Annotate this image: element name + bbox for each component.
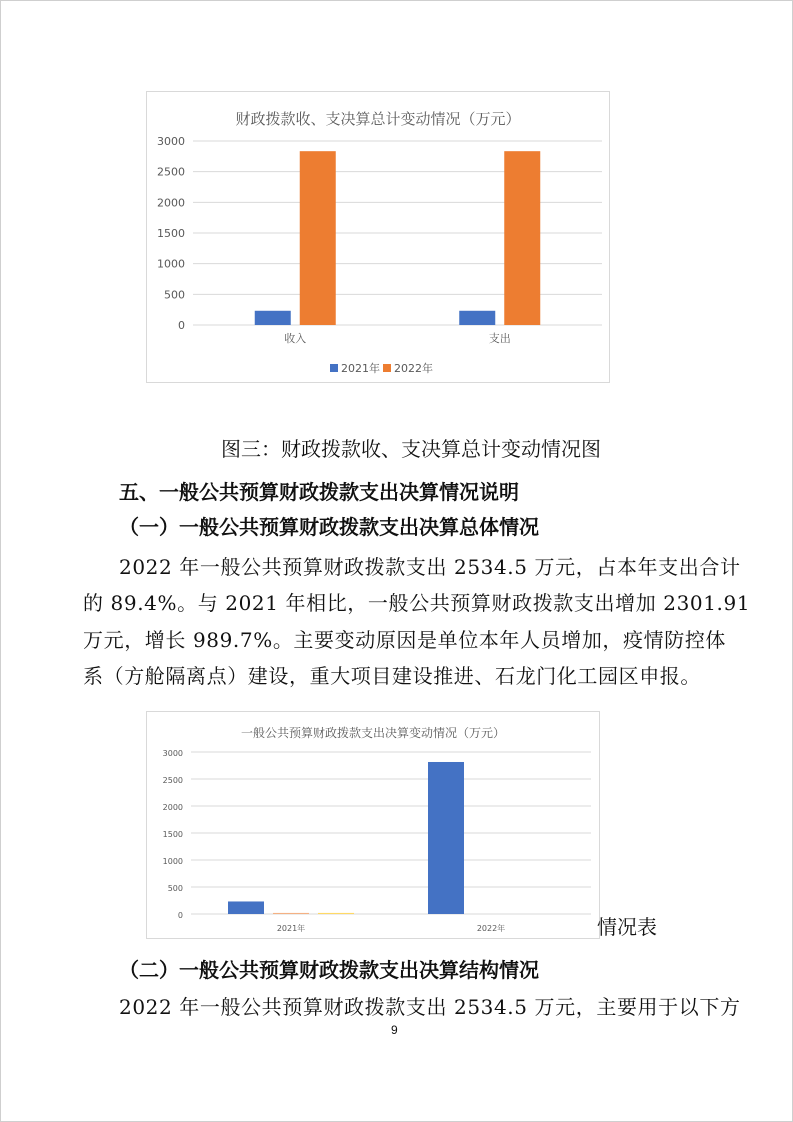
paragraph-line: 2022 年一般公共预算财政拨款支出 2534.5 万元，占本年支出合计 — [119, 555, 741, 579]
bar-2022年 — [504, 151, 540, 325]
chart-svg — [147, 712, 599, 938]
paragraph-line: 系（方舱隔离点）建设，重大项目建设推进、石龙门化工园区申报。 — [83, 664, 701, 688]
subsection-heading: （一）一般公共预算财政拨款支出决算总体情况 — [119, 515, 539, 539]
chart-income-expense-total — [146, 91, 610, 383]
y-tick-label: 3000 — [157, 135, 185, 148]
y-tick-label: 0 — [178, 319, 185, 332]
y-tick-label: 1000 — [157, 257, 185, 271]
y-tick-label: 2000 — [162, 803, 183, 812]
x-category-label: 支出 — [488, 332, 511, 345]
paragraph-line: 2022 年一般公共预算财政拨款支出 2534.5 万元，主要用于以下方 — [119, 995, 741, 1019]
figure-caption: 图三：财政拨款收、支决算总计变动情况图 — [221, 437, 601, 461]
page-number: 9 — [391, 1023, 398, 1037]
bar-series1 — [428, 762, 464, 914]
table-caption-partial: 情况表 — [597, 915, 657, 939]
paragraph-line: 万元，增长 989.7%。主要变动原因是单位本年人员增加，疫情防控体 — [83, 628, 727, 652]
bar-2022年 — [300, 151, 336, 325]
legend-swatch — [383, 364, 391, 372]
y-tick-label: 2500 — [157, 165, 185, 179]
section-heading: 五、一般公共预算财政拨款支出决算情况说明 — [119, 480, 519, 504]
chart-general-budget-expense — [146, 711, 600, 939]
legend-label: 2021年 — [341, 362, 380, 375]
legend-label: 2022年 — [394, 362, 433, 375]
y-tick-label: 3000 — [162, 749, 183, 758]
x-category-label: 2021年 — [276, 924, 306, 933]
bar-2021年 — [459, 311, 495, 325]
subsection-heading: （二）一般公共预算财政拨款支出决算结构情况 — [119, 958, 539, 982]
chart-title: 一般公共预算财政拨款支出决算变动情况（万元） — [240, 726, 506, 740]
bar-series2 — [273, 913, 309, 914]
x-category-label: 2022年 — [476, 924, 506, 933]
y-tick-label: 1500 — [162, 830, 183, 839]
paragraph-line: 的 89.4%。与 2021 年相比，一般公共预算财政拨款支出增加 2301.91 — [83, 591, 751, 615]
bar-series3 — [318, 913, 354, 914]
y-tick-label: 1000 — [162, 857, 183, 866]
chart-title: 财政拨款收、支决算总计变动情况（万元） — [235, 110, 521, 128]
y-tick-label: 500 — [167, 884, 183, 893]
bar-series1 — [228, 901, 264, 914]
y-tick-label: 0 — [177, 911, 183, 920]
x-category-label: 收入 — [284, 332, 307, 345]
bar-2021年 — [255, 311, 291, 325]
y-tick-label: 500 — [164, 288, 185, 302]
y-tick-label: 2000 — [157, 196, 185, 210]
legend-swatch — [330, 364, 338, 372]
chart-svg — [147, 92, 609, 382]
y-tick-label: 1500 — [157, 227, 185, 240]
y-tick-label: 2500 — [162, 776, 183, 785]
